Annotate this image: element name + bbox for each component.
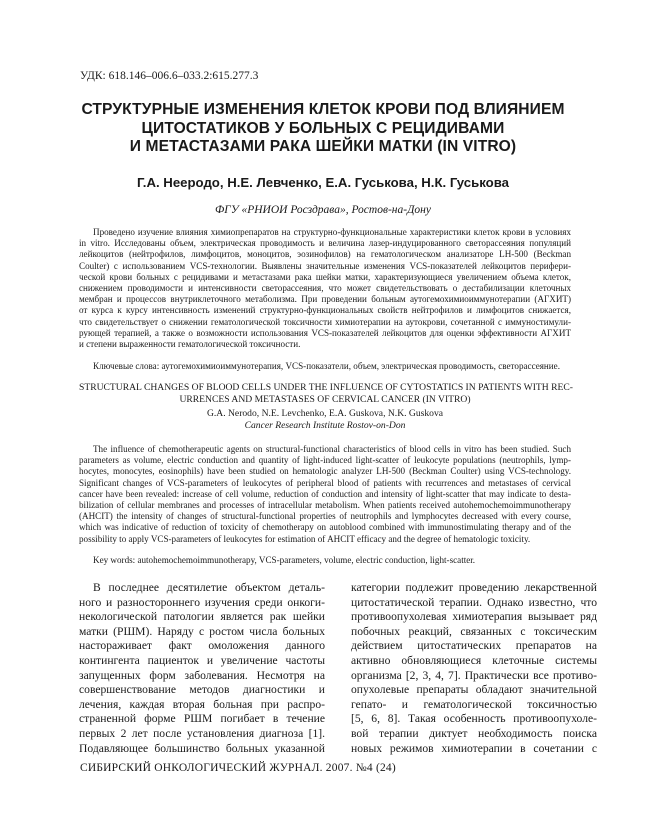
body-line: Подавляющее большинство больных указанной <box>79 741 325 755</box>
affiliation: ФГУ «РНИОИ Росздрава», Ростов-на-Дону <box>215 204 431 216</box>
abstract-line: bilization of cellular membranes and processes of intracellular metabolism. When patients received autohemochemoimmunotherapy <box>79 500 571 511</box>
body-line: побочных реакций, связанных с токсическим <box>351 624 597 638</box>
abstract-ru <box>79 227 571 350</box>
body-line: [5, 6, 8]. Такая особенность противоопухоле- <box>351 712 597 726</box>
keywords-ru: Ключевые слова: аутогемохимиоиммунотерапия, VCS-показатели, объем, электрическая проводимость, светорассеяние. <box>93 361 560 371</box>
title-line: И МЕТАСТАЗАМИ РАКА ШЕЙКИ МАТКИ (IN VITRO) <box>129 138 517 155</box>
abstract-line: снижением проводимости и интенсивности светорассеяния, что может свидетельствовать о дестабилизации клеточных <box>79 283 571 294</box>
body-line: гепато- и гематологической токсичностью <box>351 697 597 711</box>
abstract-line: The influence of chemotherapeutic agents on structural-functional characteristics of blood cells in vitro has been studied. Such <box>93 444 571 454</box>
title-line: ЦИТОСТАТИКОВ У БОЛЬНЫХ С РЕЦИДИВАМИ <box>141 119 505 137</box>
abstract-line: Проведено изучение влияния химиопрепаратов на структурно-функциональные характеристики клеток крови в условиях <box>93 227 571 237</box>
body-line: первых 2 лет после установления диагноза [1]. <box>79 726 325 740</box>
title-line: STRUCTURAL CHANGES OF BLOOD CELLS UNDER THE INFLUENCE OF CYTOSTATICS IN PATIENTS WITH REC- <box>79 382 573 393</box>
abstract-line: мембран и процессов внутриклеточного метаболизма. При проведении больным аутогемохимиоиммунотерапии (АГХИТ) <box>79 294 571 305</box>
abstract-line: cancer have been revealed: increase of cell volume, reduction of conduction and intensity of light-scatter that may indicate to desta- <box>79 488 571 499</box>
body-line: некологической патологии является рак шейки <box>79 610 325 624</box>
body-line: организма [2, 3, 4, 7]. Практически все противо- <box>351 668 597 682</box>
abstract-line: Coulter) с использованием VCS-технологии. Выявлены значительные изменения VCS-показателей лейкоцитов перифери- <box>79 260 571 271</box>
abstract-en <box>79 444 571 545</box>
abstract-line: parameters as volume, electric conduction and quantity of light-induced light-scatter of leukocyte populations (neutrophils, lymp- <box>79 455 571 466</box>
udk-code: УДК: 618.146–006.6–033.2:615.277.3 <box>80 70 259 82</box>
body-line: категории подлежит проведению лекарственной <box>351 581 597 594</box>
body-line: запущенных форм заболевания. Несмотря на <box>79 668 325 682</box>
body-line: страненной форме РШМ погибает в течение <box>79 712 325 726</box>
abstract-line: ческой крови больных с рецидивами и метастазами рака шейки матки, характеризующиеся увеличением объема клеток, <box>79 271 571 282</box>
article-title <box>40 101 606 157</box>
body-line: настораживает факт омоложения данного <box>79 639 325 653</box>
abstract-line: что свидетельствует о снижении гематологической токсичности химиотерапии на аутокрови, сочетанной с иммуностимули- <box>79 316 571 327</box>
english-title <box>79 382 571 405</box>
abstract-line: which was indicative of reduction of toxicity of chemotherapy on autoblood combined with immunostimulating therapy and of the <box>79 522 571 533</box>
body-column-left <box>79 581 325 756</box>
abstract-line: in vitro. Исследованы объем, электрическая проводимость и величина лазер-индуцированного светорассеяния популяций <box>79 238 571 249</box>
body-line: матки (РШМ). Наряду с ростом числа больных <box>79 624 325 638</box>
body-line: цитостатической терапии. Однако известно, что <box>351 595 597 609</box>
body-line: новых режимов химиотерапии в сочетании с <box>351 741 597 755</box>
abstract-line: Significant changes of VCS-parameters of leukocytes of peripheral blood of patients with recurrences and metastases of cervical <box>79 477 571 488</box>
abstract-line: рующей терапией, а также о возможности использования VCS-показателей лейкоцитов для оценки эффективности АГХИТ <box>79 327 571 338</box>
body-line: действием цитостатических препаратов на <box>351 639 597 653</box>
authors: Г.А. Нееродо, Н.Е. Левченко, Е.А. Гуськова, Н.К. Гуськова <box>136 175 510 190</box>
abstract-line: (AHCIT) the intensity of changes of structural-functional properties of neutrophils and lymphocytes decreased with every course, <box>79 511 571 522</box>
body-line: В последнее десятилетие объектом деталь- <box>93 581 325 594</box>
body-line: опухолевые препараты обладают значительной <box>351 683 597 697</box>
abstract-line: лейкоцитов (нейтрофилов, лимфоцитов, моноцитов, эозинофилов) на гематологическом анализаторе LH-500 (Beckman <box>79 249 571 260</box>
abstract-line: от курса к курсу интенсивность изменений структурно-функциональных свойств нейтрофилов и лимфоцитов снижается, <box>79 305 571 316</box>
body-line: контингента пациенток и увеличение частоты <box>79 653 325 667</box>
journal-footer: СИБИРСКИЙ ОНКОЛОГИЧЕСКИЙ ЖУРНАЛ. 2007. №4 (24) <box>80 762 396 774</box>
title-line: СТРУКТУРНЫЕ ИЗМЕНЕНИЯ КЛЕТОК КРОВИ ПОД ВЛИЯНИЕМ <box>81 101 565 118</box>
abstract-line: possibility to apply VCS-parameters of leukocytes for estimation of AHCIT efficacy and the degree of hematologic toxicity. <box>79 533 531 544</box>
body-line: активно обновляющиеся клеточные системы <box>351 653 597 667</box>
english-affiliation: Cancer Research Institute Rostov-on-Don <box>244 420 406 431</box>
body-line: ного и разностороннего изучения среди онкоги- <box>79 595 325 609</box>
abstract-line: hocytes, monocytes, eosinophils) have been studied on hematologic analyzer LH-500 (Beckman Coulter) using VCS-technology. <box>79 466 571 477</box>
body-column-right <box>351 581 597 756</box>
body-line: противоопухолевая химиотерапия вызывает ряд <box>351 610 597 624</box>
body-line: совершенствование методов диагностики и <box>79 683 325 697</box>
english-authors: G.A. Nerodo, N.E. Levchenko, E.A. Guskova, N.K. Guskova <box>206 408 444 419</box>
keywords-en: Key words: autohemochemoimmunotherapy, VCS-parameters, volume, electric conduction, light-scatter. <box>93 555 476 565</box>
title-line: URRENCES AND METASTASES OF CERVICAL CANCER (IN VITRO) <box>179 393 471 405</box>
body-line: лечения, каждая вторая больная при распро- <box>79 697 325 711</box>
body-line: вой терапии диктует необходимость поиска <box>351 726 597 740</box>
abstract-line: и степени выраженности гематологической токсичности. <box>79 339 301 350</box>
